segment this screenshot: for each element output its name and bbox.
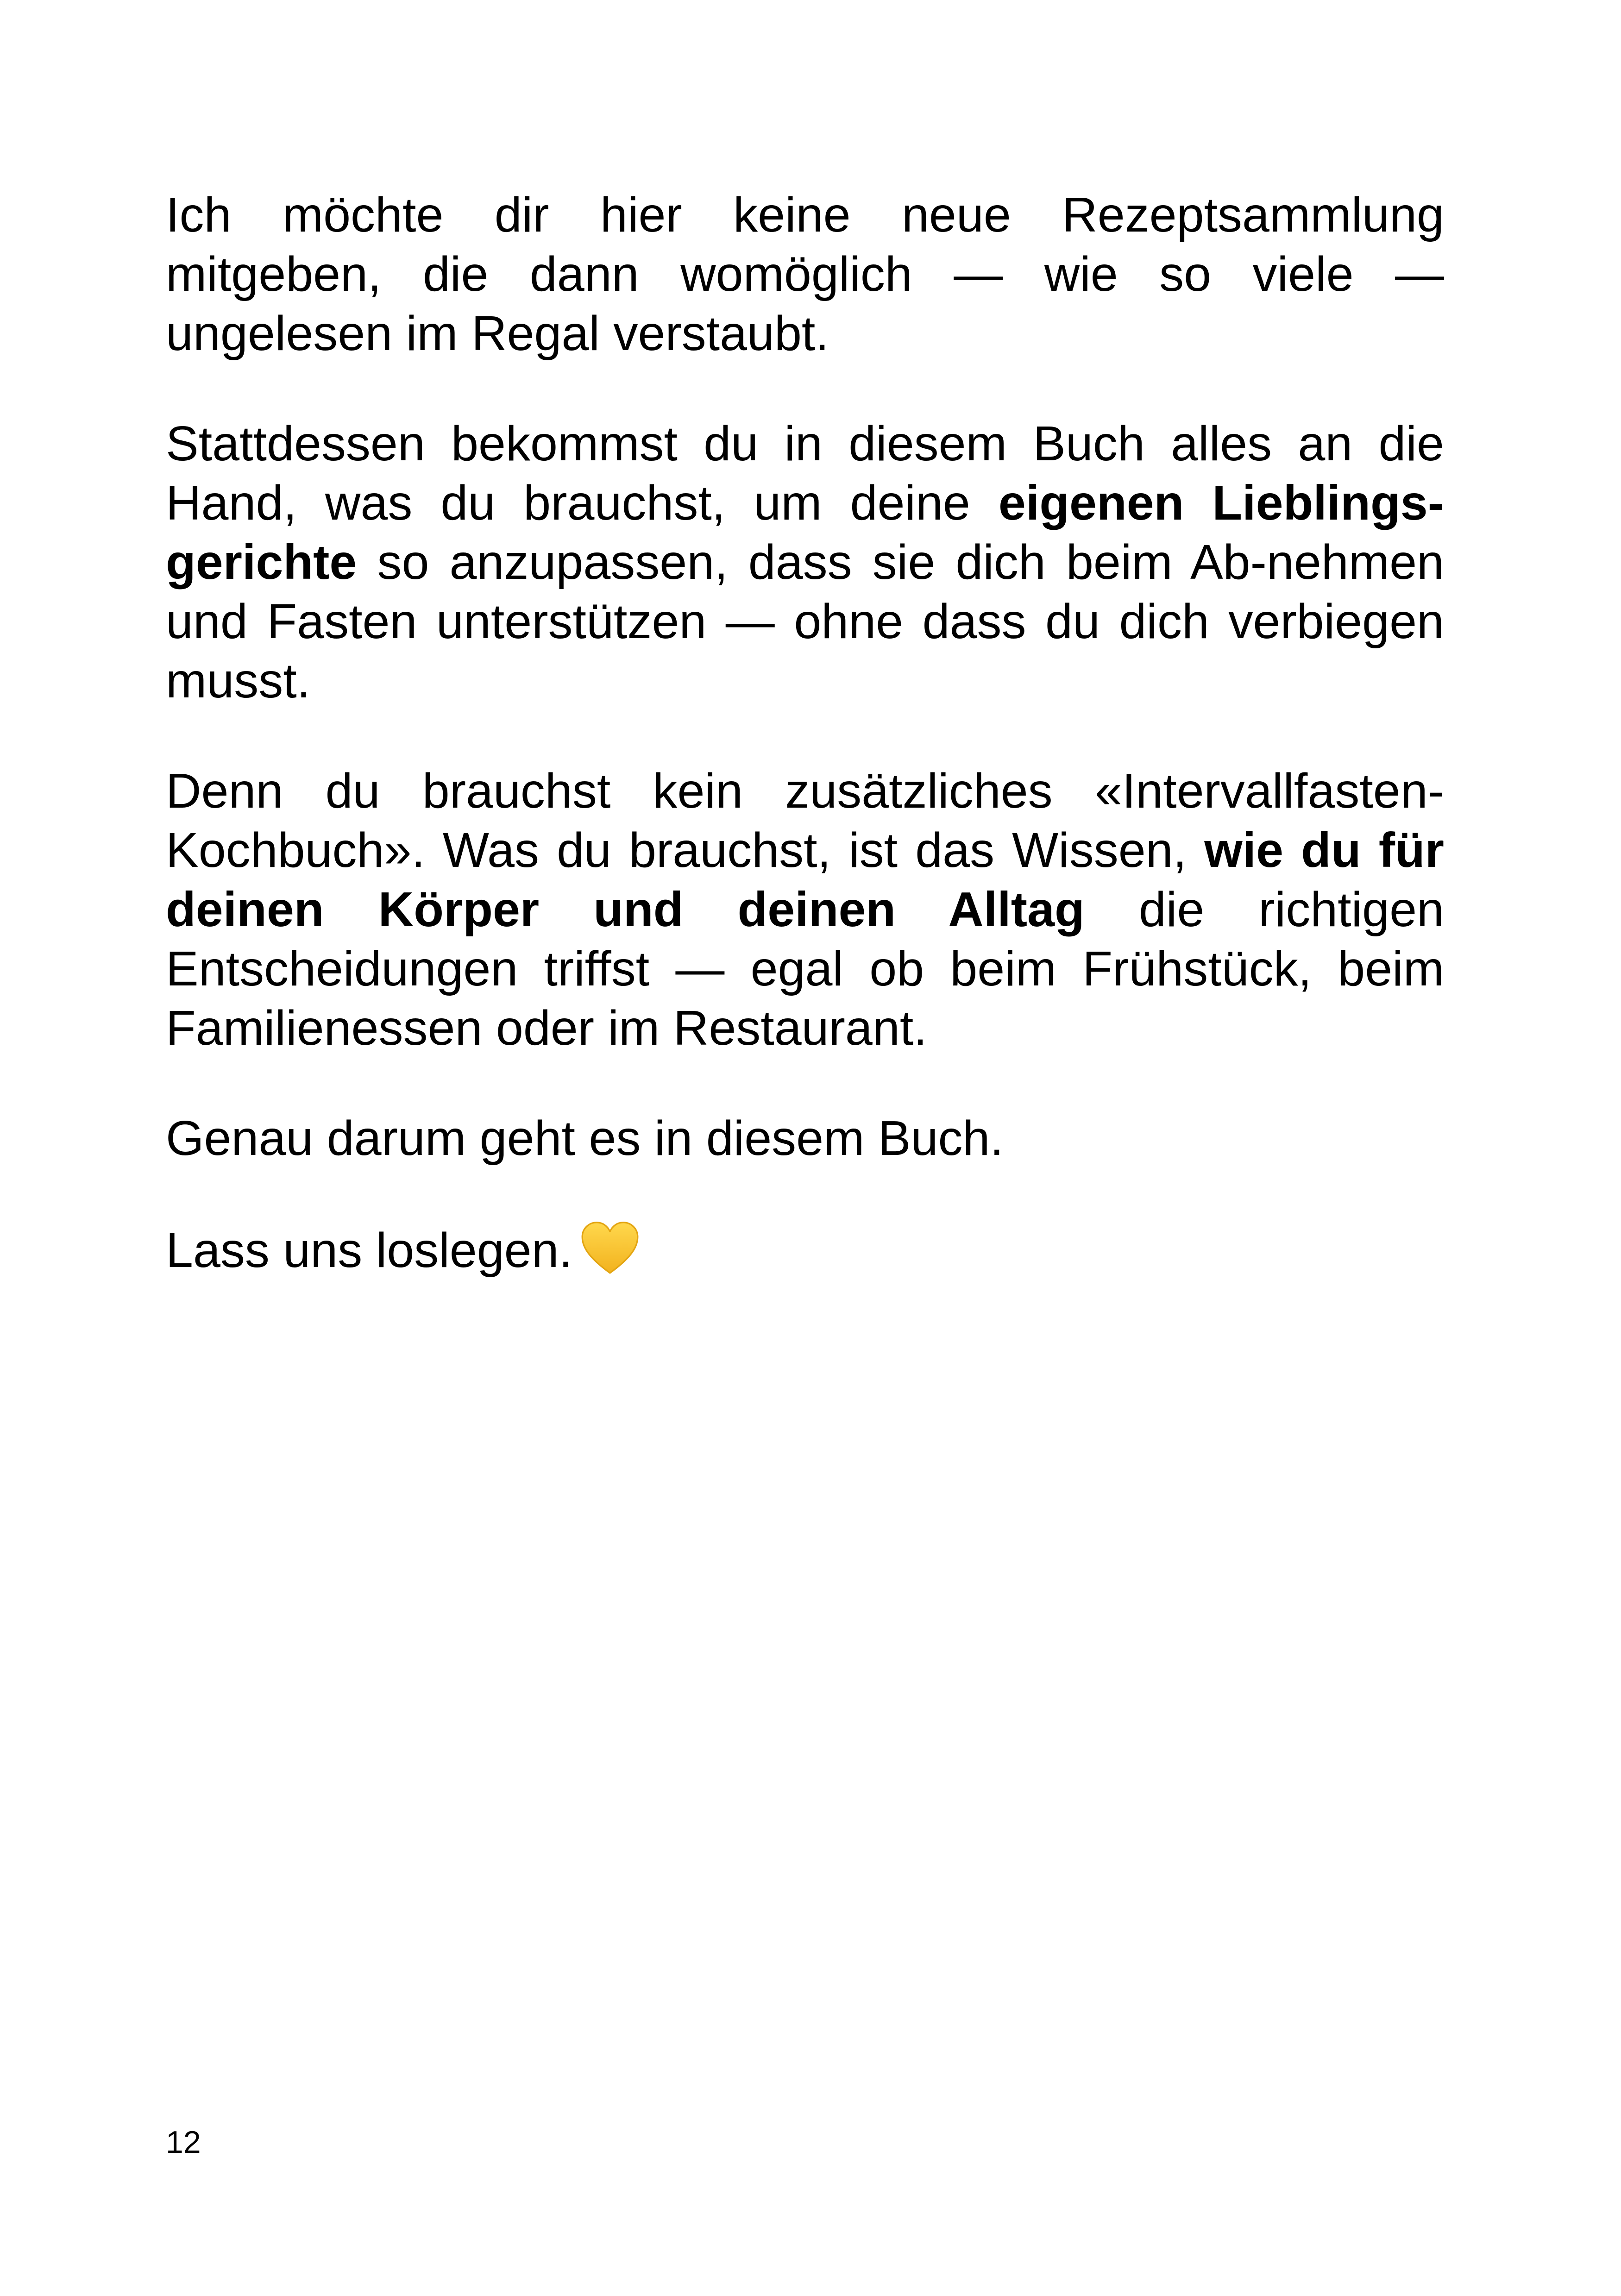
- paragraph-text: die richtigen Entscheidungen triffst — egal ob beim Frühstück, beim Familienessen oder im Restaurant.: [166, 882, 1444, 1055]
- paragraph-text: Denn du brauchst kein zusätzliches «Intervallfasten-Kochbuch». Was du brauchst, ist das Wissen,: [166, 764, 1444, 878]
- bold-emphasis-favorite-dishes: eigenen Lieblingsgerichte: [166, 476, 1444, 590]
- paragraph-text: Genau darum geht es in diesem Buch.: [166, 1111, 1004, 1166]
- paragraph-text: Ich möchte dir hier keine neue Rezeptsammlung mitgeben, die dann womöglich — wie so viele — ungelesen im Regal verstaubt.: [166, 188, 1444, 361]
- page-number: 12: [166, 2125, 201, 2160]
- paragraph-text: Lass uns loslegen.: [166, 1223, 573, 1278]
- paragraph-book-purpose: [166, 1109, 1444, 1168]
- paragraph-lets-start: [166, 1219, 1444, 1280]
- yellow-heart-icon: [580, 1219, 640, 1279]
- paragraph-knowledge: [166, 761, 1444, 1058]
- page-content: [166, 185, 1444, 1331]
- paragraph-text: Stattdessen bekommst du in diesem Buch alles an die Hand, was du brauchst, um deine: [166, 416, 1444, 530]
- paragraph-recipe-collection: [166, 185, 1444, 363]
- paragraph-favorite-dishes: [166, 414, 1444, 710]
- bold-emphasis-body-and-everyday: wie du für deinen Körper und deinen Alltag: [166, 823, 1444, 937]
- paragraph-text: so anzupassen, dass sie dich beim Ab-nehmen und Fasten unterstützen — ohne dass du dich verbiegen musst.: [166, 535, 1444, 708]
